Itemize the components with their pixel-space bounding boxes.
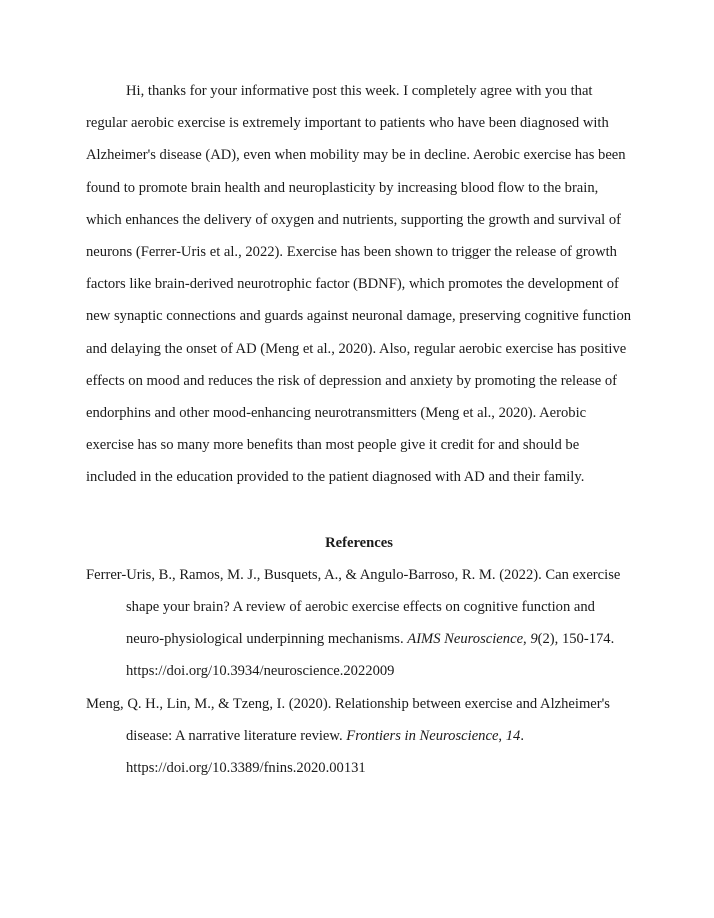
- reference-2-journal: Frontiers in Neuroscience: [346, 727, 499, 744]
- reference-1-volume: 9: [530, 631, 538, 648]
- reference-2-volume: 14: [505, 727, 521, 744]
- reference-1-journal: AIMS Neuroscience: [407, 631, 524, 648]
- body-paragraph: Hi, thanks for your informative post this week. I completely agree with you that regular aerobic exercise is extremely important to patients who have been diagnosed with Alzheimer's disease (AD), even when mobility may be in decline. Aerobic exercise has been found to promote brain health and neuroplasticity by increasing blood flow to the brain, which enhances the delivery of oxygen and nutrients, supporting the growth and survival of neurons (Ferrer-Uris et al., 2022). Exercise has been shown to trigger the release of growth factors like brain-derived neurotrophic factor (BDNF), which promotes the development of new synaptic connections and guards against neuronal damage, preserving cognitive function and delaying the onset of AD (Meng et al., 2020). Also, regular aerobic exercise has positive effects on mood and reduces the risk of depression and anxiety by promoting the release of endorphins and other mood-enhancing neurotransmitters (Meng et al., 2020). Aerobic exercise has so many more benefits than most people give it credit for and should be included in the education provided to the patient diagnosed with AD and their family.: [86, 83, 632, 486]
- references-heading: References: [325, 534, 393, 551]
- reference-1-tail: (2), 150-174. https://doi.org/10.3934/neuroscience.2022009: [126, 631, 615, 680]
- reference-entry-2: [86, 688, 632, 785]
- reference-2-sep: ,: [498, 727, 506, 744]
- reference-2-tail: . https://doi.org/10.3389/fnins.2020.00131: [126, 727, 524, 777]
- reference-1-lead: Ferrer-Uris, B., Ramos, M. J., Busquets, A., & Angulo-Barroso, R. M. (2022). Can exercise shape your brain? A review of aerobic exercise effects on cognitive function and neuro-physiological underpinning mechanisms.: [86, 566, 621, 648]
- reference-entry-1: [86, 559, 632, 688]
- reference-1-sep: ,: [523, 631, 531, 648]
- reference-2-lead: Meng, Q. H., Lin, M., & Tzeng, I. (2020). Relationship between exercise and Alzheimer's disease: A narrative literature review.: [86, 695, 610, 744]
